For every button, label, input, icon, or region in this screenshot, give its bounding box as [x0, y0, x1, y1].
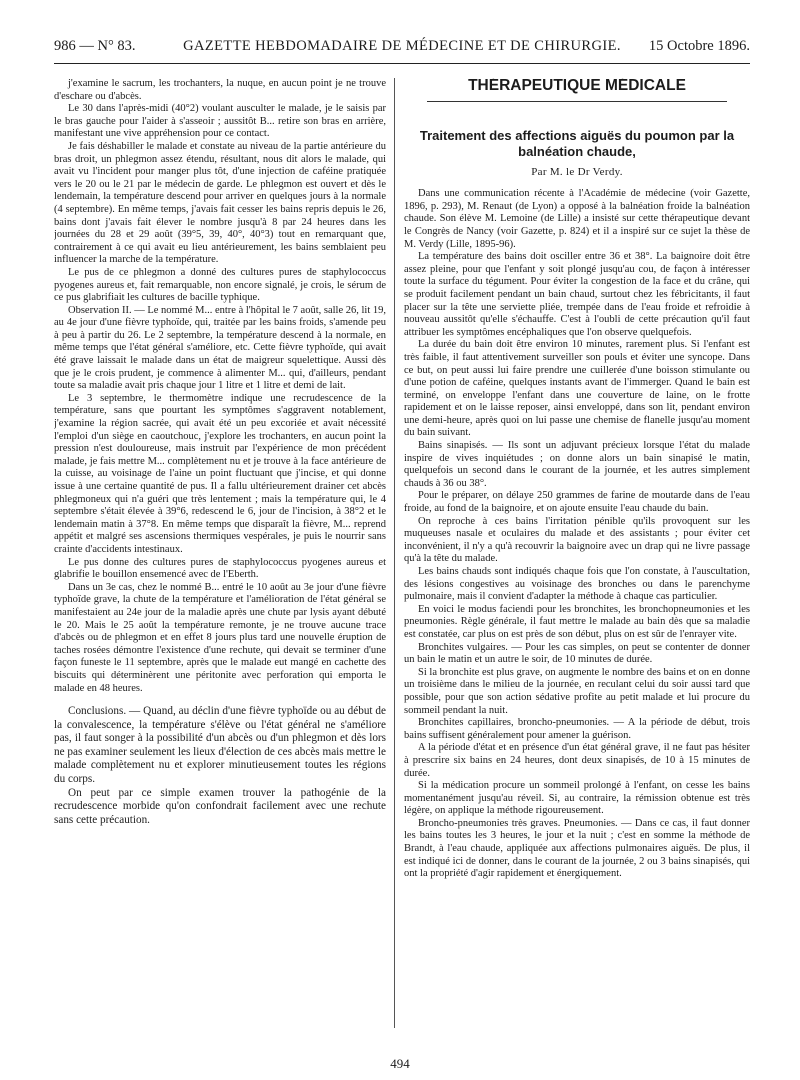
right-paragraph: On reproche à ces bains l'irritation pénible qu'ils provoquent sur les muqueuses nasale et oculaires du malade et des assistants ; pour éviter cet inconvénient, il n'y a qu'à recouvrir la baignoire avec un drap qui ne livre passage qu'à la tête du malade.	[404, 515, 750, 565]
left-paragraph: Le pus donne des cultures pures de staphylococcus pyogenes aureus et glabrifie le bouillon ensemencé avec de l'Eberth.	[54, 556, 386, 581]
right-paragraph: Bains sinapisés. — Ils sont un adjuvant précieux lorsque l'état du malade inspire de vives inquiétudes ; on donne alors un bain sinapisé le matin, quelquefois un second dans le courant de la journée, et les autres simplement chauds à 36 ou 38°.	[404, 440, 750, 489]
article-title: Traitement des affections aiguës du poumon par la balnéation chaude,	[419, 127, 735, 159]
section-title: THÉRAPEUTIQUE MÉDICALE	[468, 78, 686, 94]
conclusions-block	[54, 705, 386, 827]
right-paragraph: La durée du bain doit être environ 10 minutes, rarement plus. Si l'enfant est très faible, il faut attentivement surveiller son pouls et éviter une syncope. Dans ce but, on peut aussi lui faire prendre une cuillerée d'une boisson stimulante ou d'une potion de caféine, quelques instants avant de l'immerger. Quand le bain est terminé, on enveloppe l'enfant dans une couverture de laine, on le frotte rapidement et on le laisse reposer, ainsi enveloppé, dans son lit, pendant environ une demi-heure, après quoi on lui passe une chemise de flanelle jusqu'au moment du bain suivant.	[404, 339, 750, 439]
issue-date: 15 Octobre 1896.	[648, 38, 750, 54]
byline: Par M. le Dr Verdy.	[531, 165, 623, 178]
right-paragraph: A la période d'état et en présence d'un état général grave, il ne faut pas hésiter à prescrire six bains en 24 heures, dont deux sinapisés, de 10 à 15 minutes de durée.	[404, 742, 750, 779]
right-paragraph: Si la médication procure un sommeil prolongé à l'enfant, on cesse les bains momentanément jusqu'au réveil. Si, au contraire, la rémission obtenue est très légère, on applique la méthode rigoureusement.	[404, 780, 750, 817]
right-paragraph: Les bains chauds sont indiqués chaque fois que l'on constate, à l'auscultation, des lésions congestives au voisinage des bronches ou dans le parenchyme pulmonaire, mais il convient d'adapter la méthode à chaque cas particulier.	[404, 566, 750, 603]
left-paragraph: Le 30 dans l'après-midi (40°2) voulant ausculter le malade, je le saisis par le bras gauche pour l'aider à s'asseoir ; aussitôt B... retire son bras en arrière, manifestant une vive appréhension pour ce contact.	[54, 103, 386, 140]
right-paragraph: Si la bronchite est plus grave, on augmente le nombre des bains et on en donne un troisième dans le milieu de la journée, en reculant celui du soir aussi tard que possible, pour que son action sédative profite au petit malade et lui procure du sommeil pendant la nuit.	[404, 666, 750, 716]
right-paragraph: En voici le modus faciendi pour les bronchites, les bronchopneumonies et les pneumonies. Règle générale, il faut mettre le malade au bain dès que sa maladie est constatée, car plus on est près de son début, plus on est sûr de l'enrayer vite.	[404, 603, 750, 640]
left-paragraph: Le 3 septembre, le thermomètre indique une recrudescence de la température, sans que pourtant les symptômes s'aggravent notablement, j'examine la région sacrée, qui avait été un peu excoriée et avait nécessité l'emploi d'un siège en caoutchouc, j'explore les trochanters, en aucun point la pression n'est douloureuse, mais instruit par l'expérience de mon précédent malade, je fais mettre M... complètement nu et je trouve à la face antérieure de la cuisse, au voisinage de l'aine un point fluctuant que j'incise, et qui donne issue à une certaine quantité de pus. Il a fallu ultérieurement drainer cet abcès phlegmoneux qui n'a guéri que très lentement ; mais la température qui, le 4 septembre s'était élevée à 39°6, redescend le 6, jour de l'incision, à 38°2 et le lendemain matin à 37°8. En même temps que disparaît la fièvre, M... reprend appétit et malgré ses ascensions thermiques vespérales, je puis le nourrir sans crainte d'accidents intestinaux.	[54, 392, 386, 555]
observation-paragraph: Observation II. — Le nommé M... entre à l'hôpital le 7 août, salle 26, lit 19, au 4e jour d'une fièvre typhoïde, qui, traitée par les bains froids, s'amende peu à peu à partir du 26. Le 2 septembre, la température descend à la normale, en même temps que l'état général s'améliore, etc. Cette fièvre typhoïde, qui avait été grave laissait le malade dans un état de maigreur squelettique. Aussi dès que je le crois prudent, je commence à alimenter M... qui, d'ailleurs, pendant toute sa maladie avait pris chaque jour 1 litre et 1 litre et demi de lait.	[54, 304, 386, 392]
left-column	[54, 78, 386, 1028]
right-column	[404, 78, 750, 1028]
folio: 986 — N° 83.	[54, 38, 136, 54]
text-columns	[54, 78, 750, 1028]
right-paragraph: Bronchites vulgaires. — Pour les cas simples, on peut se contenter de donner un bain le matin et un autre le soir, de 10 minutes de durée.	[404, 641, 750, 666]
header-rule	[54, 63, 750, 64]
right-paragraph: Broncho-pneumonies très graves. Pneumonies. — Dans ce cas, il faut donner les bains toutes les 3 heures, le jour et la nuit ; c'est en somme la méthode de Brandt, à l'eau chaude, appliquée aux affections pulmonaires aiguës. De plus, il est indiqué ici de donner, dans le courant de la journée, 2 ou 3 bains sinapisés, qui ont la propriété d'agir rapidement et énergiquement.	[404, 817, 750, 880]
journal-title: GAZETTE HEBDOMADAIRE DE MÉDECINE ET DE CHIRURGIE.	[183, 38, 621, 54]
conclusions-paragraph: Conclusions. — Quand, au déclin d'une fièvre typhoïde ou au début de la convalescence, la température s'élève ou l'état général ne s'améliore pas, il faut songer à la possibilité d'un abcès ou d'un phlegmon et dès lors ne pas examiner seulement les lieux d'élection de ces abcès mais mettre le malade complètement nu et explorer minutieusement toutes les régions du corps.	[54, 705, 386, 786]
right-paragraph: Dans une communication récente à l'Académie de médecine (voir Gazette, 1896, p. 293), M. Renaut (de Lyon) a opposé à la balnéation froide la balnéation chaude. Son élève M. Lemoine (de Lille) a insisté sur cette thérapeutique devant le Congrès de Nancy (voir Gazette, p. 824) et il a inspiré sur ce sujet la thèse de M. Verdy (Lille, 1895-96).	[404, 188, 750, 250]
page-number: 494	[390, 1056, 410, 1071]
left-paragraph: j'examine le sacrum, les trochanters, la nuque, en aucun point je ne trouve d'eschare ou d'abcès.	[54, 78, 386, 102]
right-paragraph: Pour le préparer, on délaye 250 grammes de farine de moutarde dans de l'eau froide, au fond de la baignoire, et on ajoute ensuite l'eau chaude du bain.	[404, 490, 750, 515]
conclusions-paragraph: On peut par ce simple examen trouver la pathogénie de la recrudescence morbide qu'on confondrait facilement avec une rechute sans cette précaution.	[54, 786, 386, 826]
left-paragraph: Je fais déshabiller le malade et constate au niveau de la partie antérieure du bras droit, un phlegmon assez étendu, résultant, nous dit alors le malade, qui avait vu l'incident pour manger plus tôt, d'une injection de caféine pratiquée vers le 20 ou le 21 par le médecin de garde. Le phlegmon est ouvert et dès le lendemain, la température descend pour arriver en quelques jours à la normale (4 septembre). En même temps, j'avais fait cesser les bains repris depuis le 26, bains dont j'avais fait élever le nombre jusqu'à 8 par 24 heures dans les journées du 28 et 29 août (39°5, 39, 40°, 40°3) tout en remarquant que, contrairement à ce qui avait eu lieu antérieurement, les bains semblaient peu influencer la marche de la température.	[54, 140, 386, 266]
left-paragraph: Le pus de ce phlegmon a donné des cultures pures de staphylococcus pyogenes aureus et, fait remarquable, non encore signalé, je crois, le sérum de ce pus glabrifiait les cultures de bacille typhique.	[54, 266, 386, 304]
running-head	[54, 38, 750, 60]
right-paragraph: La température des bains doit osciller entre 36 et 38°. La baignoire doit être assez pleine, pour que l'enfant y soit plongé jusqu'au cou, de façon à intéresser toute la surface du tégument. Pour éviter la congestion de la face et du crâne, qui se produit facilement pendant un bain chaud, surtout chez les fébricitants, il faut placer sur la tête une serviette pliée, trempée dans de l'eau froide et refroidie à nouveau aussitôt qu'elle s'échauffe. C'est à l'oubli de cette précaution qu'il faut attribuer les symptômes encéphaliques que l'on observe quelquefois.	[404, 251, 750, 338]
right-paragraph: Bronchites capillaires, broncho-pneumonies. — A la période de début, trois bains suffisent généralement pour amener la guérison.	[404, 717, 750, 741]
left-paragraph: Dans un 3e cas, chez le nommé B... entré le 10 août au 3e jour d'une fièvre typhoïde grave, la chute de la température et l'amélioration de l'état général se manifestaient au 24e jour de la maladie après une chute par lysis ayant débuté le 20. Mais le 25 août la température remonte, je ne trouve aucune trace d'abcès ou de phlegmon et en effet 8 jours plus tard une nouvelle éruption de taches rosées démontre l'existence d'une rechute, qui devait se terminer d'une façon funeste le 11 septembre, après que le malade eut mangé en cachette des biscuits qui déterminèrent une péritonite avec perforation qui emporta le malade en 48 heures.	[54, 581, 386, 694]
section-rule	[427, 101, 727, 102]
column-divider	[394, 78, 395, 1028]
